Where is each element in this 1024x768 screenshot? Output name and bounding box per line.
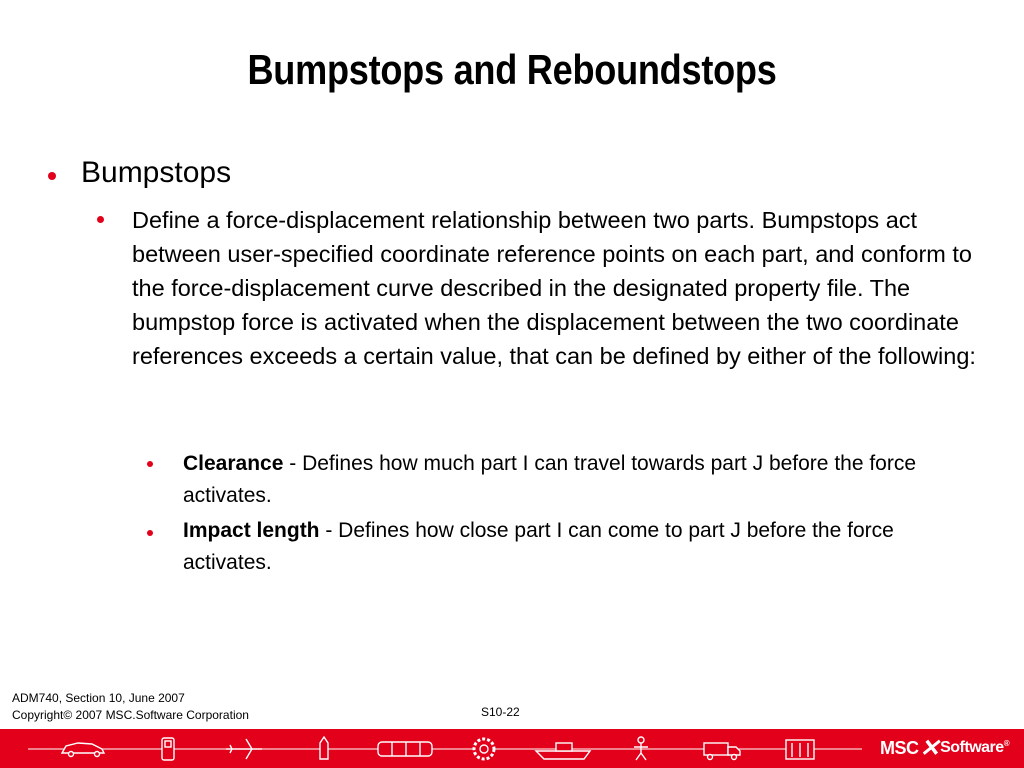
bullet-level2-text: Define a force-displacement relationship between two parts. Bumpstops act between user-specified coordinate reference points on each part, and conform to the force-displacement curve described in the designated property file. The bumpstop force is activated when the displacement between the two coordinate references exceeds a certain value, that can be defined by either of the following:: [132, 207, 976, 369]
ship-icon: [536, 743, 590, 759]
slide-title: Bumpstops and Reboundstops: [247, 46, 777, 93]
subitem-definition: - Defines how much part I can travel towards part J before the force activates.: [183, 452, 917, 507]
bullet-level1-heading: Bumpstops: [81, 156, 232, 189]
footer-info: [12, 690, 249, 724]
subitem-clearance: [183, 448, 983, 512]
airplane-icon: [226, 739, 262, 759]
subitem-definition: - Defines how close part I can come to part J before the force activates.: [183, 519, 894, 574]
building-icon: [786, 740, 814, 759]
footer-copyright: Copyright© 2007 MSC.Software Corporation: [12, 708, 249, 722]
train-icon: [378, 742, 432, 756]
bullet-level3-dot: [147, 530, 153, 536]
bullet-level3-dot: [147, 461, 153, 467]
car-icon: [62, 743, 104, 757]
subitem-term: Impact length: [183, 519, 320, 542]
product-icon-strip: [0, 729, 880, 768]
logo-brand-right: Software: [940, 739, 1004, 756]
phone-icon: [162, 738, 174, 760]
subitem-impact-length: [183, 515, 983, 579]
rocket-icon: [320, 737, 328, 759]
footer-page-number: S10-22: [481, 705, 520, 719]
gear-icon: [474, 739, 494, 759]
logo-brand-left: MSC: [880, 737, 919, 758]
bottom-bar: [0, 729, 1024, 768]
truck-icon: [704, 743, 740, 760]
subitem-term: Clearance: [183, 452, 284, 475]
msc-software-logo: [880, 734, 1009, 762]
bullet-level2-dot: [97, 216, 104, 223]
bullet-level1-dot: [48, 172, 56, 180]
logo-x-mark: ✕: [919, 734, 940, 762]
logo-trademark: ®: [1003, 739, 1010, 748]
footer-course-line: ADM740, Section 10, June 2007: [12, 691, 185, 705]
